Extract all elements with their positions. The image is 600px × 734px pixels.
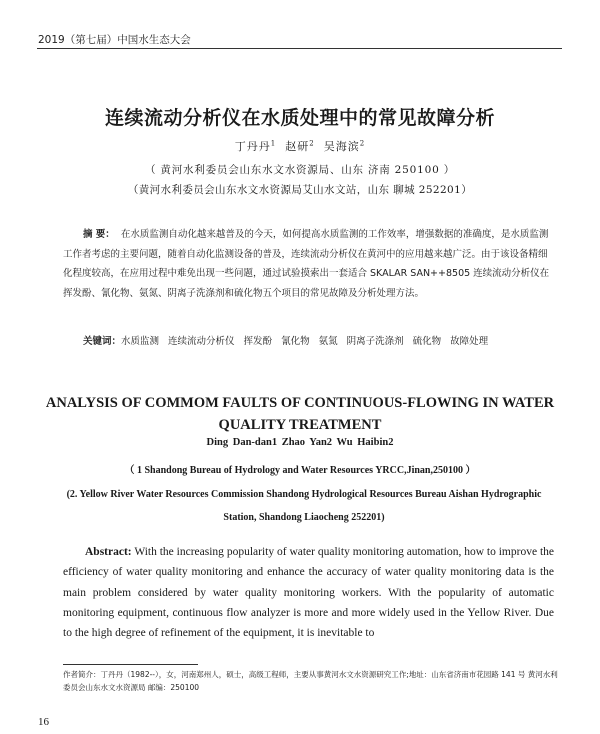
- author-name: 吴海滨: [323, 140, 360, 153]
- author-footnote: 作者简介：丁丹丹（1982--），女，河南郑州人，硕士，高级工程师，主要从事黄河水文水资源研究工作;地址：山东省济南市花园路 141 号 黄河水利委员会山东水文水资源局 邮编：250100: [63, 670, 558, 692]
- keyword: 硫化物: [412, 336, 442, 347]
- abstract-english-label: Abstract:: [85, 546, 132, 558]
- keyword: 水质监测: [121, 336, 160, 347]
- abstract-english: [63, 542, 554, 643]
- keyword: 连续流动分析仪: [168, 336, 235, 347]
- author-name: 赵研: [285, 140, 310, 153]
- author-name: 丁丹丹: [234, 140, 271, 153]
- title-chinese: 连续流动分析仪在水质处理中的常见故障分析: [104, 107, 495, 129]
- keyword: 挥发酚: [243, 336, 273, 347]
- footnote-rule: [63, 664, 198, 665]
- abstract-english-text: With the increasing popularity of water quality monitoring automation, how to improve the efficiency of water quality monitoring and enhance the accuracy of water quality monitoring data is the main problem considered by water quality monitoring workers. With the popularity of automatic monitoring equipment, continuous flow analyzer is more and more widely used in the Yellow River. Due to the high degree of refinement of the equipment, it is inevitable to: [63, 546, 554, 640]
- author-superscript: 2: [359, 139, 366, 148]
- affiliation-chinese-2: （黄河水利委员会山东水文水资源局艾山水文站，山东 聊城 252201）: [127, 184, 473, 196]
- page-number: 16: [38, 716, 49, 728]
- keyword: 故障处理: [450, 336, 489, 347]
- abstract-chinese-text: 在水质监测自动化越来越普及的今天，如何提高水质监测的工作效率，增强数据的准确度，是水质监测工作者考虑的主要问题，随着自动化监测设备的普及，连续流动分析仪在黄河中的应用越来越广泛。由于该设备精细化程度较高，在应用过程中难免出现一些问题，通过试验摸索出一套适合 SKALAR SAN++8505 连续流动分析仪在挥发酚、氰化物、氨氮、阴离子洗涤剂和硫化物五个项目的常见故障及分析处理方法。: [63, 229, 550, 299]
- keyword: 氨氮: [318, 336, 338, 347]
- authors-english: Ding Dan-dan1 Zhao Yan2 Wu Haibin2: [206, 437, 394, 448]
- header-rule: [37, 48, 562, 49]
- keywords-chinese: [63, 333, 560, 347]
- authors-chinese: [0, 138, 600, 154]
- keywords-label: 关键词：: [83, 336, 122, 347]
- keyword: 氰化物: [281, 336, 310, 347]
- affiliation-english-2: (2. Yellow River Water Resources Commission Shandong Hydrological Resources Bureau Aishan Hydrographic Station, Shandong Liaocheng 252201): [66, 489, 542, 523]
- keyword: 阴离子洗涤剂: [346, 336, 404, 347]
- author-superscript: 2: [309, 139, 315, 148]
- abstract-chinese-label: 摘 要：: [83, 229, 115, 240]
- author-superscript: 1: [270, 139, 277, 148]
- affiliation-chinese-1: （ 黄河水利委员会山东水文水资源局、山东 济南 250100 ）: [144, 164, 456, 176]
- running-head: 2019（第七届）中国水生态大会: [38, 34, 191, 46]
- title-english: ANALYSIS OF COMMOM FAULTS OF CONTINUOUS-FLOWING IN WATER QUALITY TREATMENT: [45, 395, 555, 433]
- abstract-chinese: [63, 225, 550, 303]
- affiliation-english-1: （ 1 Shandong Bureau of Hydrology and Water Resources YRCC,Jinan,250100 ）: [124, 465, 476, 476]
